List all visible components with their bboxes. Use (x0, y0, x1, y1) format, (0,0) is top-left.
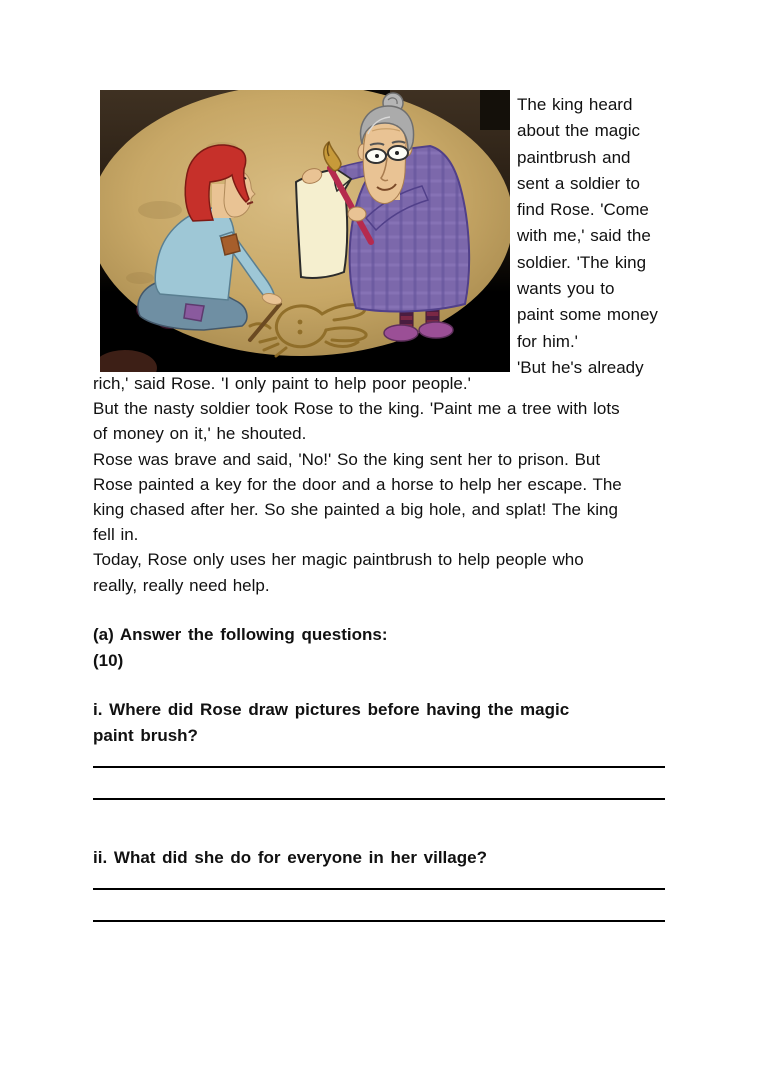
question-line: paint brush? (93, 725, 198, 745)
woman-eye (395, 151, 399, 155)
story-line: with me,' said the (517, 226, 651, 246)
woman-shoe (419, 322, 453, 338)
story-body (93, 371, 698, 598)
story-line: sent a soldier to (517, 173, 641, 193)
question-ii (93, 845, 698, 871)
story-line: paintbrush and (517, 147, 631, 167)
illustration-canvas (100, 90, 510, 372)
story-illustration (100, 90, 510, 372)
girl-sleeve-patch (221, 234, 240, 255)
story-line: Rose was brave and said, 'No!' So the king sent her to prison. But (93, 449, 601, 469)
story-line: Rose painted a key for the door and a horse to help her escape. The (93, 474, 622, 494)
answer-blank-line (93, 766, 665, 768)
question-line: i. Where did Rose draw pictures before having the magic (93, 700, 570, 719)
answer-blank-line (93, 888, 665, 890)
question-i (93, 697, 698, 748)
answer-blank-line (93, 798, 665, 800)
woman-eye (375, 154, 379, 158)
story-line: 'But he's already (517, 357, 644, 377)
story-line: rich,' said Rose. 'I only paint to help poor people.' (93, 374, 471, 393)
section-heading-block (93, 622, 698, 674)
story-line: wants you to (517, 279, 615, 299)
answer-blank-line (93, 920, 665, 922)
story-line: fell in. (93, 525, 139, 545)
story-line: king chased after her. So she painted a big hole, and splat! The king (93, 500, 618, 520)
story-line: of money on it,' he shouted. (93, 424, 307, 444)
story-line: about the magic (517, 121, 640, 141)
story-line: soldier. 'The king (517, 252, 647, 272)
question-line: ii. What did she do for everyone in her village? (93, 848, 487, 867)
story-line: The king heard (517, 95, 633, 114)
woman-shoe (384, 325, 418, 341)
section-heading: (a) Answer the following questions: (93, 625, 388, 644)
story-line: Today, Rose only uses her magic paintbrush to help people who (93, 550, 584, 570)
story-line: really, really need help. (93, 575, 270, 595)
story-line: paint some money (517, 305, 658, 325)
girl-pants-patch (184, 304, 204, 321)
story-line: for him.' (517, 331, 578, 351)
section-marks: (10) (93, 651, 124, 670)
woman-hand-on-brush (348, 207, 366, 221)
story-line: But the nasty soldier took Rose to the king. 'Paint me a tree with lots (93, 399, 620, 419)
story-intro-column (517, 92, 685, 381)
story-line: find Rose. 'Come (517, 200, 649, 220)
